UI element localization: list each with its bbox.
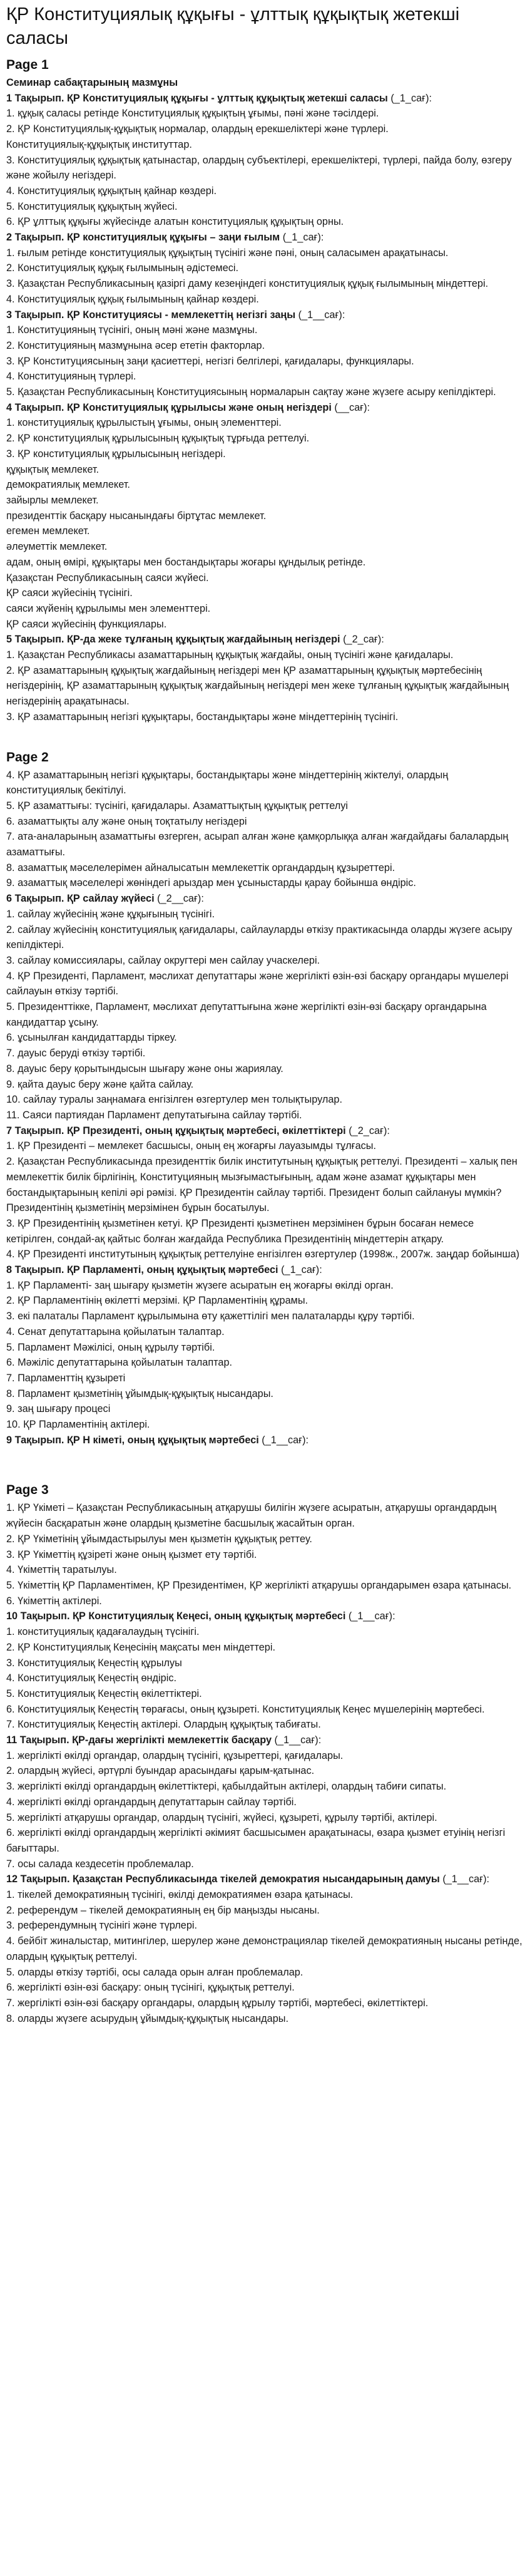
list-item xyxy=(6,1324,522,1340)
page-separator xyxy=(6,1448,522,1481)
list-item xyxy=(6,1046,522,1061)
line-text: 4. ҚР Президенті, Парламент, мәслихат депутаттары және жергілікті өзін-өзі басқару органдары мүшелері сайлауын өткізу тәртібі. xyxy=(6,970,509,997)
line-text: 4. ҚР азаматтарының негізгі құқықтары, бостандықтары және міндеттерінің жіктелуі, олардың конституциялық бекітілуі. xyxy=(6,769,449,796)
line-text: 7. Парламенттің құзыреті xyxy=(6,1372,126,1384)
line-text: 1. жергілікті өкілді органдар, олардың түсінігі, құзыреттері, қағидалары. xyxy=(6,1749,344,1761)
list-item xyxy=(6,1216,522,1247)
line-text: 8. оларды жүзеге асырудың ұйымдық-құқықтық нысандары. xyxy=(6,2012,288,2024)
page-heading: Page 2 xyxy=(6,750,49,765)
list-item xyxy=(6,354,522,369)
line-text: 4. бейбіт жиналыстар, митингілер, шерулер және демонстрациялар тікелей демократияның нысаны ретінде, олардың құқықтық реттелуі. xyxy=(6,1935,522,1962)
line-text: 4. Конституциялық құқықтың қайнар көздері. xyxy=(6,185,217,197)
line-text: 1. сайлау жүйесінің және құқығының түсінігі. xyxy=(6,908,215,920)
list-item xyxy=(6,338,522,354)
line-text: 3. ҚР Президентінің қызметінен кетуі. ҚР Президенті қызметінен мерзімінен бұрын босаған немесе кетірілген, сондай-ақ қайтыс болған жағдайда Республика Президентінің міндеттерін атқару. xyxy=(6,1217,474,1245)
topic-heading xyxy=(6,891,522,907)
list-item xyxy=(6,1401,522,1417)
line-text: 3. ҚР Үкіметтің құзіреті және оның қызмет ету тәртібі. xyxy=(6,1548,257,1560)
line-text: Қазақстан Республикасының саяси жүйесі. xyxy=(6,572,209,584)
list-item xyxy=(6,617,522,632)
line-text: 7. дауыс беруді өткізу тәртібі. xyxy=(6,1048,146,1059)
line-text: 2. сайлау жүйесінің конституциялық қағидалары, сайлауларды өткізу практикасында оларды жүзеге асыру кепілдіктері. xyxy=(6,924,512,951)
line-text: 3. Қазақстан Республикасының қазіргі даму кезеңіндегі конституциялық құқық ғылымының міндеттері. xyxy=(6,278,489,290)
line-text: (_1_сағ): xyxy=(387,92,432,104)
line-text: (_1__сағ): xyxy=(258,1434,309,1446)
list-item xyxy=(6,183,522,199)
topic-heading xyxy=(6,1872,522,1887)
line-text: (_2__сағ): xyxy=(154,893,204,905)
line-text: 6. Үкіметтің актілері. xyxy=(6,1595,102,1607)
line-text: 4. Конституциялық Кеңестің өндіріс. xyxy=(6,1672,177,1684)
line-text: 2. ҚР Үкіметінің ұйымдастырылуы мен қызметін құқықтық реттеу. xyxy=(6,1533,312,1545)
list-item xyxy=(6,1686,522,1702)
line-text: 7. Конституциялық Кеңестің актілері. Олардың құқықтық табиғаты. xyxy=(6,1719,321,1731)
list-item xyxy=(6,276,522,292)
line-text: 1. тікелей демократияның түсінігі, өкілді демократиямен өзара қатынасы. xyxy=(6,1889,354,1901)
line-text: 1. Қазақстан Республикасы азаматтарының құқықтық жағдайы, оның түсінігі және қағидалары. xyxy=(6,649,454,661)
topic-label: 5 Тақырып. ҚР-да жеке тұлғаның құқықтық жағдайының негіздері xyxy=(6,634,340,646)
list-item xyxy=(6,214,522,230)
line-text: 6. Мәжіліс депутаттарына қойылатын талаптар. xyxy=(6,1357,233,1369)
line-text: 9. заң шығару процесі xyxy=(6,1403,111,1415)
line-text: 2. ҚР азаматтарының құқықтық жағдайының негіздері мен ҚР азаматтарының құқықтық мәртебесінің негіздерінің, ҚР азаматтарының құқықтық жағдайының негіздері мен жеке тұлғаның құқықтық жағдайының негіздерінің арақатынасы. xyxy=(6,664,509,708)
line-text: 1. құқық саласы ретінде Конституциялық құқықтың ұғымы, пәні және тәсілдері. xyxy=(6,108,379,120)
topic-heading xyxy=(6,1733,522,1748)
line-text: 6. азаматтықты алу және оның тоқтатылу негіздері xyxy=(6,815,247,827)
list-item xyxy=(6,539,522,555)
list-item xyxy=(6,798,522,814)
line-text: президенттік басқару нысанындағы біртұтас мемлекет. xyxy=(6,510,267,522)
line-text: 2. ҚР Парламентінің өкілетті мерзімі. ҚР Парламентінің құрамы. xyxy=(6,1295,308,1307)
line-text: 1. конституциялық құрылыстың ұғымы, оның элементтері. xyxy=(6,417,282,429)
topic-label: 7 Тақырып. ҚР Президенті, оның құқықтық мәртебесі, өкілеттіктері xyxy=(6,1125,346,1136)
document-title: ҚР Конституциялық құқығы - ұлттық құқықтық жетекші саласы xyxy=(6,4,460,48)
list-item xyxy=(6,768,522,798)
line-text: 4. Конституцияның түрлері. xyxy=(6,371,136,383)
topic-label: 4 Тақырып. ҚР Конституциялық құрылысы және оның негіздері xyxy=(6,401,332,413)
line-text: ҚР саяси жүйесінің түсінігі. xyxy=(6,587,133,599)
line-text: 8. Парламент қызметінің ұйымдық-құқықтық нысандары. xyxy=(6,1388,273,1399)
line-text: (_1__сағ): xyxy=(272,1734,322,1746)
line-text: 1. ғылым ретінде конституциялық құқықтың түсінігі және пәні, оның саласымен арақатынасы. xyxy=(6,247,449,259)
list-item xyxy=(6,1702,522,1718)
topic-heading xyxy=(6,1433,522,1448)
line-text: 5. Парламент Мәжілісі, оның құрылу тәртібі. xyxy=(6,1341,215,1353)
list-item xyxy=(6,1247,522,1262)
line-text: (_1__сағ): xyxy=(345,1610,395,1622)
line-text: 2. ҚР Конституциялық Кеңесінің мақсаты мен міндеттері. xyxy=(6,1641,275,1653)
list-item xyxy=(6,199,522,215)
list-item xyxy=(6,1293,522,1309)
line-text: құқықтық мемлекет. xyxy=(6,463,99,475)
list-item xyxy=(6,292,522,307)
page-section xyxy=(6,1481,522,2026)
list-item xyxy=(6,814,522,830)
list-item xyxy=(6,1594,522,1609)
list-item xyxy=(6,153,522,183)
line-text: 10. сайлау туралы заңнамаға енгізілген өзгертулер мен толықтырулар. xyxy=(6,1094,342,1106)
list-item xyxy=(6,1355,522,1371)
list-item xyxy=(6,245,522,261)
list-item xyxy=(6,106,522,121)
line-text: 8. дауыс беру қорытындысын шығару және оны жариялау. xyxy=(6,1063,283,1074)
line-text: 4. жергілікті өкілді органдардың депутаттарын сайлау тәртібі. xyxy=(6,1796,297,1808)
line-text: адам, оның өмірі, құқықтары мен бостандықтары жоғары құндылық ретінде. xyxy=(6,556,366,568)
line-text: 5. жергілікті атқарушы органдар, олардың түсінігі, жүйесі, құзыреті, құрылу тәртібі, актілері. xyxy=(6,1811,437,1823)
list-item xyxy=(6,1795,522,1810)
line-text: 2. Конституциялық құқық ғылымының әдістемесі. xyxy=(6,262,239,274)
list-item xyxy=(6,1371,522,1386)
list-item xyxy=(6,875,522,891)
line-text: егемен мемлекет. xyxy=(6,525,90,537)
page-separator xyxy=(6,725,522,749)
list-item xyxy=(6,1547,522,1563)
line-text: (_2_сағ): xyxy=(340,634,384,646)
list-item xyxy=(6,431,522,446)
page-section xyxy=(6,56,522,725)
line-text: 3. ҚР азаматтарының негізгі құқықтары, бостандықтары және міндеттерінің түсінігі. xyxy=(6,711,399,723)
list-item xyxy=(6,1154,522,1216)
list-item xyxy=(6,1278,522,1294)
list-item xyxy=(6,922,522,953)
line-text: 6. Конституциялық Кеңестің төрағасы, оның құзыреті. Конституциялық Кеңес мүшелерінің мәртебесі. xyxy=(6,1703,485,1715)
line-text: 1. Конституцияның түсінігі, оның мәні және мазмұны. xyxy=(6,324,258,336)
list-item xyxy=(6,137,522,153)
list-item xyxy=(6,1748,522,1764)
line-text: 7. ата-аналарының азаматтығы өзгерген, асырап алған және қамқорлыққа алған жағдайдағы балалардың азаматтығы. xyxy=(6,831,509,858)
list-item xyxy=(6,446,522,462)
line-text: 3. жергілікті өкілді органдардың өкілеттіктері, қабылдайтын актілері, олардың табиғи сипаты. xyxy=(6,1781,447,1793)
list-item xyxy=(6,1980,522,1996)
line-text: 2. ҚР конституциялық құрылысының құқықтық тұрғыда реттелуі. xyxy=(6,433,310,445)
topic-label: 10 Тақырып. ҚР Конституциялық Кеңесі, оның құқықтық мәртебесі xyxy=(6,1610,346,1622)
list-item xyxy=(6,860,522,876)
list-item xyxy=(6,493,522,508)
line-text: 5. Қазақстан Республикасының Конституциясының нормаларын сақтау және жүзеге асыру кепілдіктері. xyxy=(6,386,496,398)
line-text: 3. ҚР Конституциясының заңи қасиеттері, негізгі белгілері, қағидалары, функциялары. xyxy=(6,355,414,367)
topic-heading xyxy=(6,1123,522,1139)
line-text: 2. Қазақстан Республикасында президенттік билік институтының құқықтық реттелуі. Президенті – халық пен мемлекеттік билік бірлігінің, Конституцияның мызғымастығының, адам және азамат құқықтары мен бостандықтарының кепілі әрі рәмізі. ҚР Президентін сайлау тәртібі. Президент болып сайлануы мүмкін? Президентінің қызметінің мерзімінен бұрын босатылуы. xyxy=(6,1156,517,1214)
line-text: 2. ҚР Конституциялық-құқықтық нормалар, олардың ерекшеліктері және түрлері. xyxy=(6,123,389,135)
list-item xyxy=(6,1624,522,1640)
list-item xyxy=(6,1656,522,1671)
list-item xyxy=(6,999,522,1030)
line-text: 5. Үкіметтің ҚР Парламентімен, ҚР Президентімен, ҚР жергілікті атқарушы органдарымен өзара қатынасы. xyxy=(6,1579,512,1591)
line-text: 5. ҚР азаматтығы: түсінігі, қағидалары. Азаматтықтың құқықтық реттелуі xyxy=(6,800,349,811)
topic-label: 11 Тақырып. ҚР-дағы жергілікті мемлекеттік басқару xyxy=(6,1734,272,1746)
list-item xyxy=(6,1779,522,1795)
list-item xyxy=(6,477,522,493)
line-text: 10. ҚР Парламентінің актілері. xyxy=(6,1419,150,1431)
line-text: (_1_сағ): xyxy=(278,1264,322,1276)
line-text: 1. ҚР Президенті – мемлекет басшысы, оның ең жоғарғы лауазымды тұлғасы. xyxy=(6,1140,377,1152)
line-text: 2. Конституцияның мазмұнына әсер ететін факторлар. xyxy=(6,339,265,351)
line-text: Конституциялық-құқықтық институттар. xyxy=(6,138,192,150)
line-text: әлеуметтік мемлекет. xyxy=(6,541,108,553)
list-item xyxy=(6,1918,522,1934)
line-text: 5. Президенттікке, Парламент, мәслихат депутаттығына және жергілікті өзін-өзі басқару органдарына кандидаттар ұсыну. xyxy=(6,1001,487,1028)
line-text: 3. сайлау комиссиялары, сайлау округтері мен сайлау учаскелері. xyxy=(6,954,320,966)
line-text: ҚР саяси жүйесінің функциялары. xyxy=(6,618,167,630)
line-text: 3. екі палаталы Парламент құрылымына өту қажеттілігі мен палаталарды құру тәртібі. xyxy=(6,1311,415,1322)
list-item xyxy=(6,647,522,663)
list-item xyxy=(6,1108,522,1123)
section-heading xyxy=(6,75,522,91)
line-text: 2. олардың жүйесі, әртүрлі буындар арасындағы қарым-қатынас. xyxy=(6,1765,315,1777)
line-text: 3. референдумның түсінігі және түрлері. xyxy=(6,1920,198,1932)
list-item xyxy=(6,369,522,384)
list-item xyxy=(6,1500,522,1531)
list-item xyxy=(6,953,522,969)
topic-label: 6 Тақырып. ҚР сайлау жүйесі xyxy=(6,893,155,905)
topic-label: 1 Тақырып. ҚР Конституциялық құқығы - ұлттық құқықтық жетекші саласы xyxy=(6,92,388,104)
list-item xyxy=(6,1887,522,1903)
list-item xyxy=(6,1138,522,1154)
list-item xyxy=(6,384,522,400)
list-item xyxy=(6,1578,522,1594)
list-item xyxy=(6,1965,522,1981)
list-item xyxy=(6,1857,522,1872)
line-text: 7. осы салада кездесетін проблемалар. xyxy=(6,1858,194,1870)
list-item xyxy=(6,1030,522,1046)
list-item xyxy=(6,1532,522,1547)
list-item xyxy=(6,907,522,922)
line-text: саяси жүйенің құрылымы мен элементтері. xyxy=(6,602,211,614)
list-item xyxy=(6,1309,522,1324)
list-item xyxy=(6,260,522,276)
line-text: 4. Конституциялық құқық ғылымының қайнар көздері. xyxy=(6,293,259,305)
topic-label: 3 Тақырып. ҚР Конституциясы - мемлекеттің негізгі заңы xyxy=(6,309,296,321)
list-item xyxy=(6,1903,522,1919)
topic-heading xyxy=(6,307,522,323)
line-text: 2. референдум – тікелей демократияның ең бір маңызды нысаны. xyxy=(6,1904,320,1916)
line-text: зайырлы мемлекет. xyxy=(6,494,99,506)
line-text: 3. Конституциялық Кеңестің құрылуы xyxy=(6,1657,182,1669)
line-text: Семинар сабақтарының мазмұны xyxy=(6,77,178,88)
topic-heading xyxy=(6,230,522,245)
page-heading: Page 3 xyxy=(6,1483,49,1498)
list-item xyxy=(6,1077,522,1093)
line-text: 1. ҚР Парламенті- заң шығару қызметін жүзеге асыратын ең жоғарғы өкілді орган. xyxy=(6,1279,394,1291)
line-text: 7. жергілікті өзін-өзі басқару органдары, олардың құрылу тәртібі, мәртебесі, өкілеттіктері. xyxy=(6,1997,429,2009)
topic-label: 2 Тақырып. ҚР конституциялық құқығы – заңи ғылым xyxy=(6,232,280,244)
topic-heading xyxy=(6,91,522,106)
list-item xyxy=(6,601,522,617)
list-item xyxy=(6,585,522,601)
line-text: 5. оларды өткізу тәртібі, осы салада орын алған проблемалар. xyxy=(6,1966,303,1978)
topic-heading xyxy=(6,632,522,647)
line-text: демократиялық мемлекет. xyxy=(6,479,130,491)
line-text: 5. Конституциялық Кеңестің өкілеттіктері. xyxy=(6,1687,202,1699)
list-item xyxy=(6,969,522,999)
page-heading: Page 1 xyxy=(6,58,49,72)
list-item xyxy=(6,1934,522,1964)
line-text: (_1__сағ): xyxy=(439,1873,490,1885)
topic-label: 9 Тақырып. ҚР Н кіметі, оның құқықтық мәртебесі xyxy=(6,1434,259,1446)
line-text: 1. ҚР Үкіметі – Қазақстан Республикасының атқарушы билігін жүзеге асыратын, атқарушы органдардың жүйесін басқаратын және олардың қызметіне басшылық жасайтын орган. xyxy=(6,1502,497,1530)
line-text: 4. ҚР Президенті институтының құқықтық реттелуіне енгізілген өзгертулер (1998ж., 2007ж. заңдар бойынша) xyxy=(6,1249,520,1260)
line-text: 5. Конституциялық құқықтың жүйесі. xyxy=(6,200,178,212)
line-text: 4. Үкіметтің таратылуы. xyxy=(6,1564,117,1576)
list-item xyxy=(6,508,522,524)
list-item xyxy=(6,1763,522,1779)
line-text: 8. азаматтық мәселелерімен айналысатын мемлекеттік органдардың құзыреттері. xyxy=(6,862,395,873)
list-item xyxy=(6,1061,522,1077)
list-item xyxy=(6,1810,522,1826)
page-section xyxy=(6,749,522,1448)
line-text: (_2_сағ): xyxy=(345,1125,390,1136)
line-text: 6. ұсынылған кандидаттарды тіркеу. xyxy=(6,1032,177,1044)
line-text: (_1__сағ): xyxy=(295,309,345,321)
topic-heading xyxy=(6,1609,522,1624)
line-text: 4. Сенат депутаттарына қойылатын талаптар. xyxy=(6,1326,225,1337)
list-item xyxy=(6,523,522,539)
line-text: (_1_сағ): xyxy=(280,232,324,244)
line-text: 6. жергілікті өкілді органдардың жергілікті әкімият басшысымен арақатынасы, өзара қызмет етуінің негізгі бағыттары. xyxy=(6,1827,506,1854)
topic-label: 8 Тақырып. ҚР Парламенті, оның құқықтық мәртебесі xyxy=(6,1264,278,1276)
list-item xyxy=(6,1825,522,1856)
topic-heading xyxy=(6,400,522,416)
list-item xyxy=(6,709,522,725)
list-item xyxy=(6,1417,522,1433)
list-item xyxy=(6,663,522,709)
list-item xyxy=(6,570,522,586)
list-item xyxy=(6,829,522,860)
list-item xyxy=(6,1640,522,1656)
line-text: 1. конституциялық қадағалаудың түсінігі. xyxy=(6,1626,200,1638)
list-item xyxy=(6,1092,522,1108)
list-item xyxy=(6,1671,522,1686)
line-text: 11. Саяси партиядан Парламент депутатығына сайлау тәртібі. xyxy=(6,1110,302,1121)
list-item xyxy=(6,1717,522,1733)
list-item xyxy=(6,322,522,338)
line-text: 3. Конституциялық құқықтық қатынастар, олардың субъектілері, ерекшеліктері, түрлері, пайда болу, өзгеру және жойылу негіздері. xyxy=(6,154,512,182)
topic-label: 12 Тақырып. Қазақстан Республикасында тікелей демократия нысандарының дамуы xyxy=(6,1873,440,1885)
line-text: 6. ҚР ұлттық құқығы жүйесінде алатын конституциялық құқықтың орны. xyxy=(6,216,344,228)
line-text: 3. ҚР конституциялық құрылысының негіздері. xyxy=(6,448,226,460)
list-item xyxy=(6,121,522,137)
list-item xyxy=(6,1562,522,1578)
list-item xyxy=(6,1340,522,1356)
pages-container xyxy=(6,56,522,2026)
line-text: (__сағ): xyxy=(331,401,370,413)
list-item xyxy=(6,555,522,570)
line-text: 9. қайта дауыс беру және қайта сайлау. xyxy=(6,1078,194,1090)
list-item xyxy=(6,1996,522,2011)
list-item xyxy=(6,2011,522,2027)
list-item xyxy=(6,462,522,478)
line-text: 9. азаматтық мәселелері жөніндегі арыздар мен ұсыныстарды қарау бойынша өндіріс. xyxy=(6,877,416,889)
line-text: 6. жергілікті өзін-өзі басқару: оның түсінігі, құқықтық реттелуі. xyxy=(6,1982,295,1994)
list-item xyxy=(6,415,522,431)
list-item xyxy=(6,1386,522,1402)
topic-heading xyxy=(6,1262,522,1278)
